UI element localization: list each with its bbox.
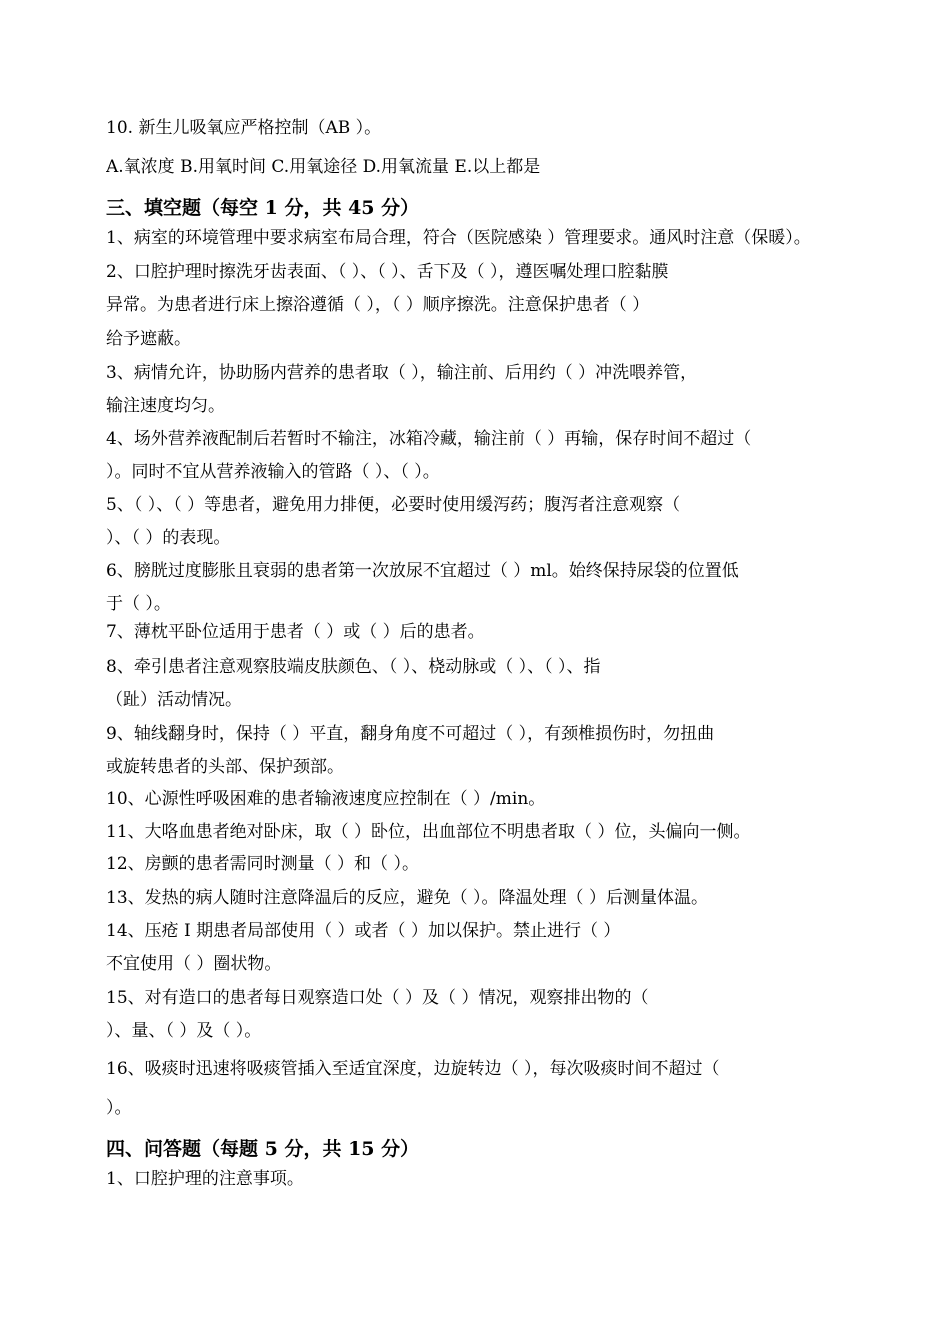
fill-line: （趾）活动情况。 (106, 690, 242, 710)
fill-line: 不宜使用（ ）圈状物。 (106, 954, 282, 974)
fill-line: ）、（ ）的表现。 (106, 528, 231, 548)
fill-line: 11、大咯血患者绝对卧床，取（ ）卧位，出血部位不明患者取（ ）位，头偏向一侧。 (106, 822, 751, 842)
fill-line: 16、吸痰时迅速将吸痰管插入至适宜深度，边旋转边（ ），每次吸痰时间不超过（ (106, 1059, 720, 1079)
essay-question: 1、口腔护理的注意事项。 (106, 1169, 304, 1189)
fill-line: ）。 (106, 1098, 132, 1118)
fill-line: 5、（ ）、（ ）等患者，避免用力排便，必要时使用缓泻药；腹泻者注意观察（ (106, 495, 681, 515)
fill-line: 14、压疮 I 期患者局部使用（ ）或者（ ）加以保护。禁止进行（ ） (106, 921, 621, 941)
fill-line: 异常。为患者进行床上擦浴遵循（ ），（ ）顺序擦洗。注意保护患者（ ） (106, 295, 650, 315)
fill-line: 4、场外营养液配制后若暂时不输注，冰箱冷藏，输注前（ ）再输，保存时间不超过（ (106, 429, 752, 449)
question-10-options: A.氧浓度 B.用氧时间 C.用氧途径 D.用氧流量 E.以上都是 (106, 157, 541, 177)
fill-line: ）、量、（ ）及（ ）。 (106, 1021, 262, 1041)
fill-line: 输注速度均匀。 (106, 396, 225, 416)
fill-line: 9、轴线翻身时，保持（ ）平直，翻身角度不可超过（ ），有颈椎损伤时，勿扭曲 (106, 724, 715, 744)
section-3-title: 三、填空题（每空 1 分，共 45 分） (106, 197, 420, 219)
fill-line: 2、口腔护理时擦洗牙齿表面、（ ）、（ ）、舌下及（ ），遵医嘱处理口腔黏膜 (106, 262, 669, 282)
fill-line: 7、薄枕平卧位适用于患者（ ）或（ ）后的患者。 (106, 622, 485, 642)
fill-line: 13、发热的病人随时注意降温后的反应，避免（ ）。降温处理（ ）后测量体温。 (106, 888, 708, 908)
fill-line: 于（ ）。 (106, 594, 171, 614)
section-4-title: 四、问答题（每题 5 分，共 15 分） (106, 1138, 420, 1160)
fill-line: 8、牵引患者注意观察肢端皮肤颜色、（ ）、桡动脉或（ ）、（ ）、指 (106, 657, 601, 677)
fill-line: 12、房颤的患者需同时测量（ ）和（ ）。 (106, 854, 419, 874)
fill-line: 6、膀胱过度膨胀且衰弱的患者第一次放尿不宜超过（ ）ml。始终保持尿袋的位置低 (106, 561, 739, 581)
question-10-stem: 10. 新生儿吸氧应严格控制（AB ）。 (106, 118, 382, 138)
fill-line: ）。同时不宜从营养液输入的管路（ ）、（ ）。 (106, 462, 440, 482)
fill-line: 1、病室的环境管理中要求病室布局合理，符合（医院感染 ）管理要求。通风时注意（保暖）。 (106, 228, 811, 248)
fill-line: 15、对有造口的患者每日观察造口处（ ）及（ ）情况，观察排出物的（ (106, 988, 649, 1008)
fill-line: 3、病情允许，协助肠内营养的患者取（ ），输注前、后用约（ ）冲洗喂养管， (106, 363, 698, 383)
fill-line: 10、心源性呼吸困难的患者输液速度应控制在（ ）/min。 (106, 789, 546, 809)
fill-line: 或旋转患者的头部、保护颈部。 (106, 757, 344, 777)
fill-line: 给予遮蔽。 (106, 329, 191, 349)
